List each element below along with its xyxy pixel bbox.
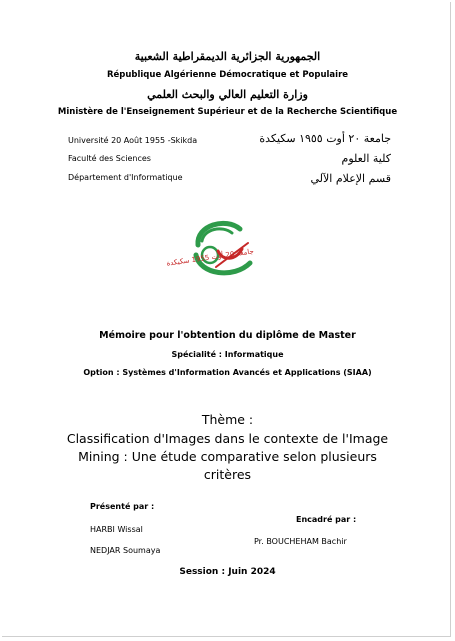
university-name-arabic: جامعة ٢٠ أوت ١٩٥٥ سكيكدة xyxy=(259,132,391,145)
memoire-line-2: Spécialité : Informatique xyxy=(171,350,284,359)
department-name-arabic: قسم الإعلام الآلي xyxy=(310,172,391,185)
theme-title-line-2: Mining : Une étude comparative selon plusieurs xyxy=(78,449,377,464)
theme-title-line-1: Classification d'Images dans le contexte de l'Image xyxy=(66,431,389,446)
arabic-republic-heading: الجمهورية الجزائرية الديمقراطية الشعبية xyxy=(134,50,321,63)
session-date: Session : Juin 2024 xyxy=(179,567,276,577)
arabic-ministry-heading: وزارة التعليم العالي والبحث العلمي xyxy=(147,88,308,101)
student-name-1: HARBI Wissal xyxy=(90,525,143,534)
university-logo xyxy=(166,215,262,281)
memoire-line-1: Mémoire pour l'obtention du diplôme de Master xyxy=(99,330,356,341)
student-name-2: NEDJAR Soumaya xyxy=(90,546,161,555)
department-name: Département d'Informatique xyxy=(68,173,183,182)
faculty-name-arabic: كلية العلوم xyxy=(341,152,391,165)
supervised-by-label: Encadré par : xyxy=(296,515,357,524)
french-republic-heading: République Algérienne Démocratique et Populaire xyxy=(106,70,349,80)
faculty-name: Faculté des Sciences xyxy=(68,154,151,163)
presented-by-label: Présenté par : xyxy=(90,502,155,511)
logo-text: جامعة 20 أوت 1955 سكيكدة xyxy=(166,247,255,268)
theme-title-line-3: critères xyxy=(203,467,252,482)
university-name: Université 20 Août 1955 -Skikda xyxy=(68,136,198,145)
theme-label: Thème : xyxy=(201,412,254,427)
memoire-line-3: Option : Systèmes d'Information Avancés et Applications (SIAA) xyxy=(83,368,372,377)
supervisor-name: Pr. BOUCHEHAM Bachir xyxy=(254,537,347,546)
french-ministry-heading: Ministère de l'Enseignement Supérieur et de la Recherche Scientifique xyxy=(57,107,398,117)
